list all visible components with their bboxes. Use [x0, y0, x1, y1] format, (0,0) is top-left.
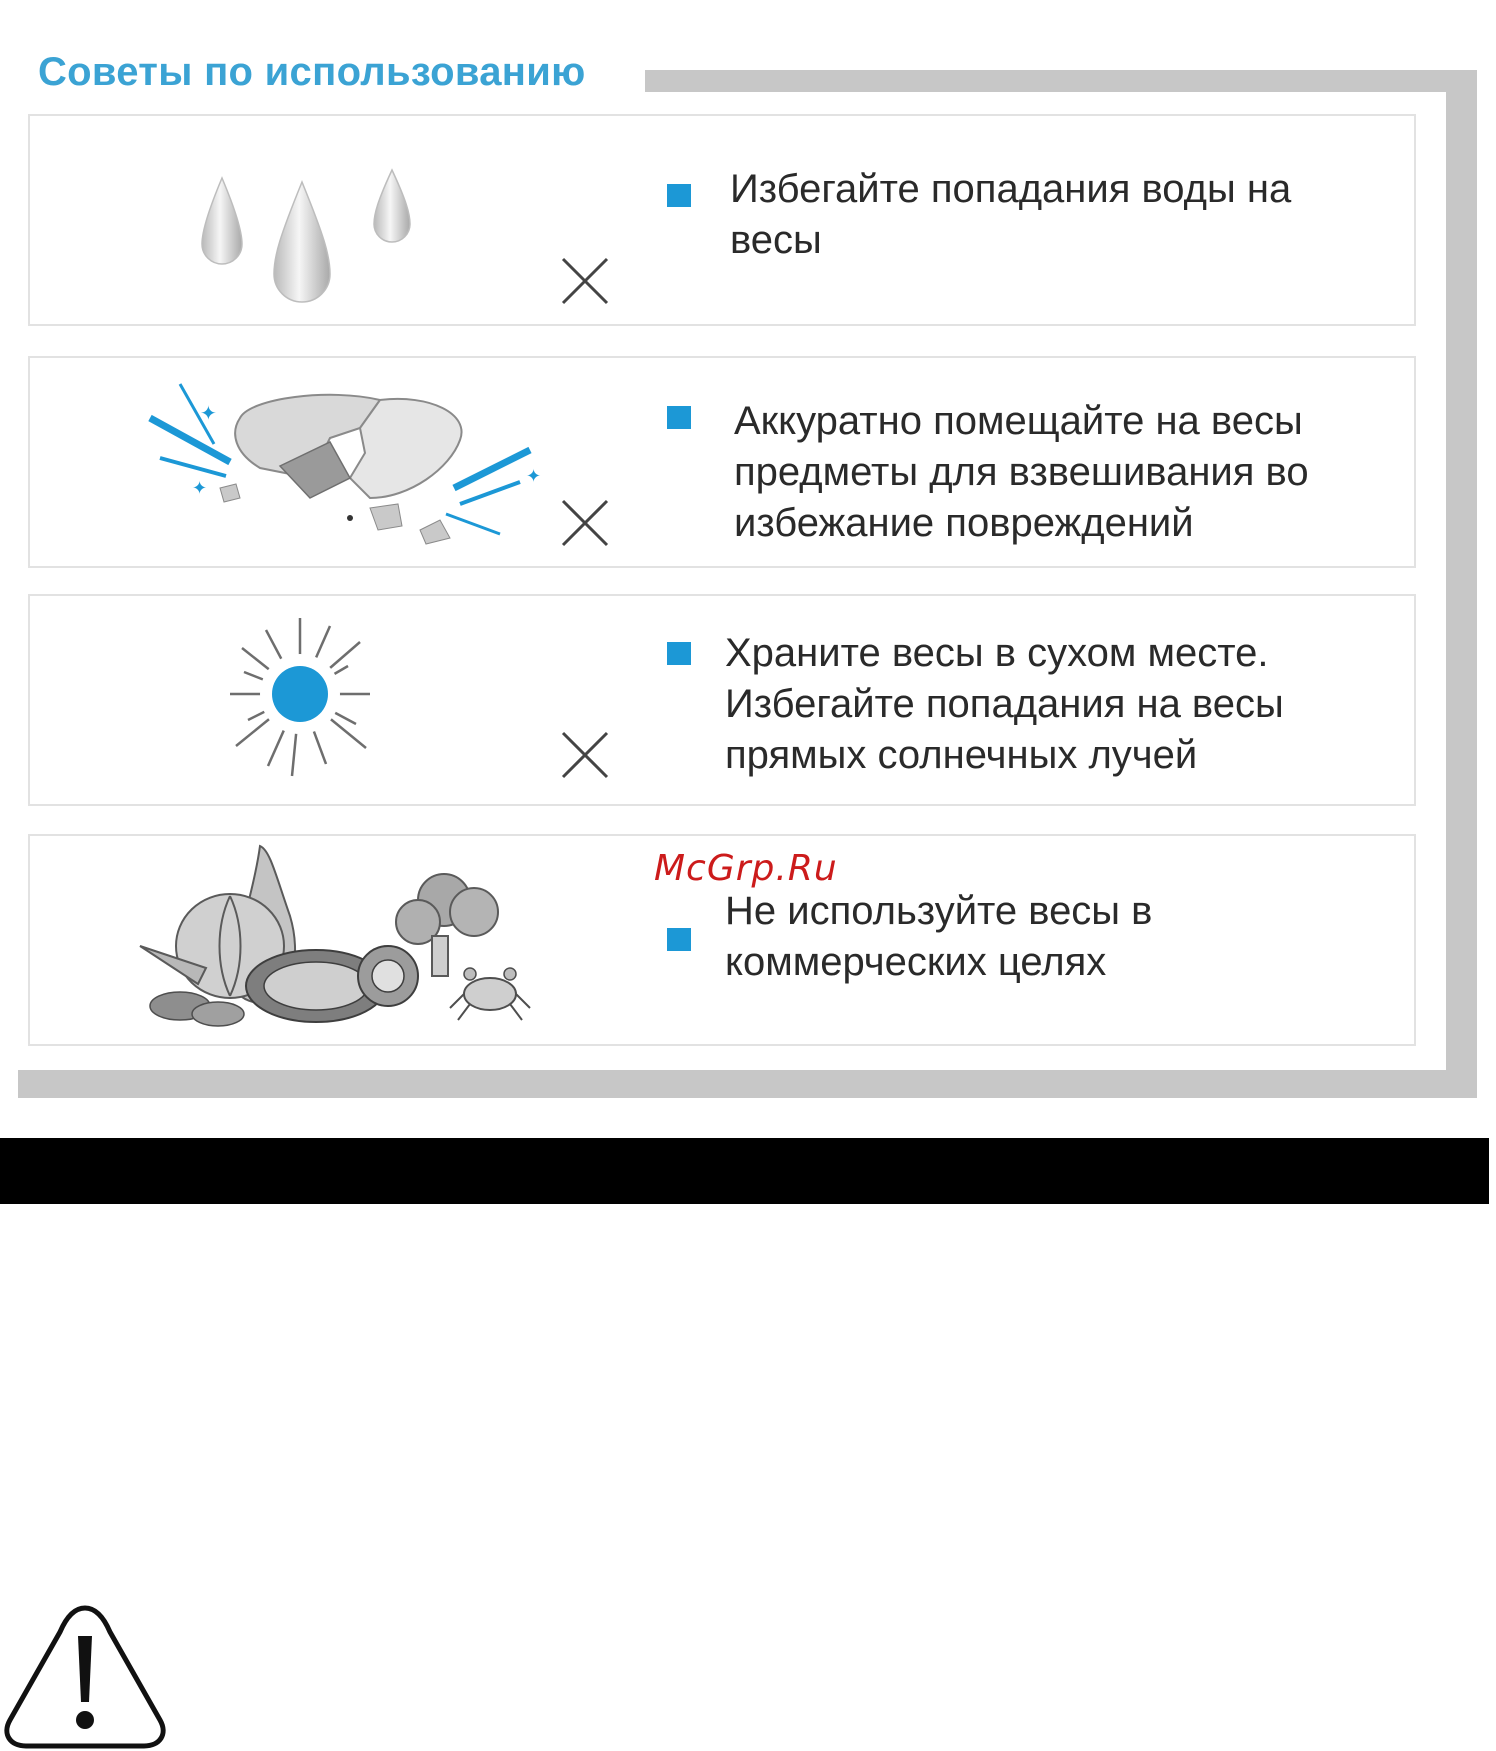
- frame-border-right: [1446, 70, 1477, 1098]
- water-drops-icon: [30, 116, 630, 324]
- cross-icon: [560, 256, 610, 306]
- tip-row-water: [28, 114, 1416, 326]
- tip-text: Аккуратно помещайте на весы предметы для взвешивания во избежание повреждений: [734, 399, 1309, 545]
- tip-text: Не используйте весы в коммерческих целях: [725, 889, 1153, 984]
- black-band: [0, 1138, 1489, 1204]
- svg-text:✦: ✦: [192, 478, 208, 499]
- section-title: Советы по использованию: [38, 50, 586, 94]
- cross-icon: [560, 730, 610, 780]
- bullet-marker: [667, 928, 691, 951]
- tip-row-fragile: [28, 356, 1416, 568]
- sun-icon: [30, 596, 630, 804]
- food-produce-icon: [30, 836, 630, 1044]
- frame-border-top: [645, 70, 1477, 92]
- bullet-marker: [667, 184, 691, 207]
- cross-icon: [560, 498, 610, 548]
- tip-text: Храните весы в сухом месте. Избегайте попадания на весы прямых солнечных лучей: [725, 631, 1284, 777]
- bullet-marker: [667, 642, 691, 665]
- tip-text: Избегайте попадания воды на весы: [730, 167, 1292, 262]
- bullet-marker: [667, 406, 691, 429]
- warning-icon: [0, 1596, 170, 1751]
- frame-border-bottom: [18, 1070, 1477, 1098]
- tip-row-sun: [28, 594, 1416, 806]
- watermark: McGrp.Ru: [654, 848, 838, 889]
- svg-text:✦: ✦: [526, 466, 542, 487]
- svg-text:✦: ✦: [200, 401, 217, 425]
- broken-plate-icon: [30, 358, 630, 566]
